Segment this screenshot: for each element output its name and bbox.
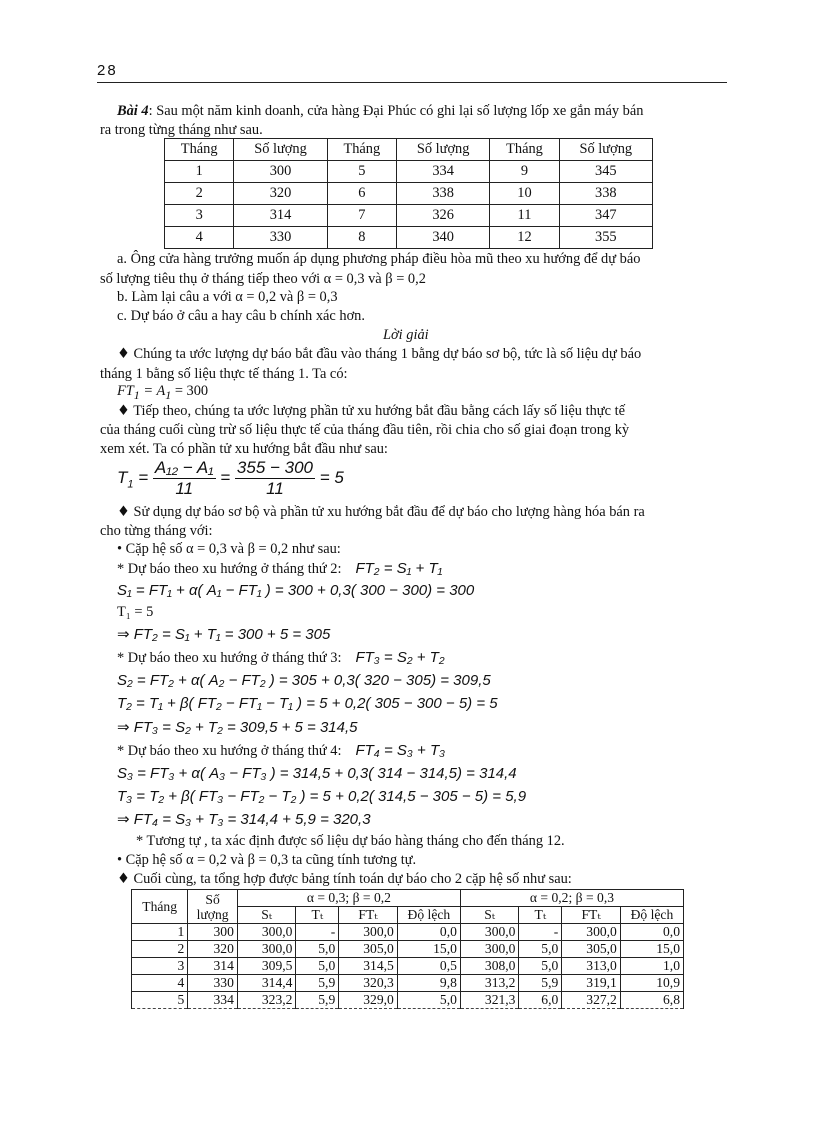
forecast-cell: 6,8: [620, 992, 683, 1009]
t1-result: = 5: [319, 467, 344, 487]
month-2-label: * Dự báo theo xu hướng ở tháng thứ 2:: [117, 561, 342, 577]
ft1-rhs: = 300: [171, 383, 209, 399]
forecast-cell: 15,0: [397, 941, 460, 958]
sales-cell: 355: [559, 227, 652, 249]
t1-lhs-sub: 1: [127, 478, 134, 491]
forecast-cell: 15,0: [620, 941, 683, 958]
month-3-heading: [117, 649, 445, 667]
solution-p2-line-3: xem xét. Ta có phần tử xu hướng bắt đầu như sau:: [100, 441, 388, 457]
solution-p3-line-2: cho từng tháng với:: [100, 523, 213, 539]
header-rule: [97, 82, 727, 83]
month-4-heading: [117, 742, 445, 760]
forecast-cell: 2: [132, 941, 188, 958]
forecast-subheader-cell: Độ lệch: [397, 907, 460, 924]
forecast-cell: 300,0: [237, 941, 296, 958]
forecast-cell: 308,0: [460, 958, 519, 975]
month-2-s1: S₁ = FT₁ + α( A₁ − FT₁ ) = 300 + 0,3( 300 − 300) = 300: [117, 582, 475, 599]
solution-p3-line-1: [117, 504, 645, 521]
ft1-sub2: 1: [165, 387, 172, 402]
forecast-cell: 5,0: [296, 958, 339, 975]
forecast-cell: 300,0: [237, 924, 296, 941]
forecast-subheader-cell: FTₜ: [562, 907, 621, 924]
similar-note: * Tương tự , ta xác định được số liệu dự báo hàng tháng cho đến tháng 12.: [136, 833, 565, 849]
ft1-sub: 1: [133, 387, 140, 402]
forecast-cell: 330: [188, 975, 238, 992]
t1-lhs: T: [117, 467, 128, 487]
month-3-t2: T₂ = T₁ + β( FT₂ − FT₁ − T₁ ) = 5 + 0,2( 305 − 300 − 5) = 5: [117, 695, 498, 712]
sales-cell: 3: [165, 205, 234, 227]
forecast-cell: 329,0: [339, 992, 398, 1009]
problem-intro-text-1: : Sau một năm kinh doanh, cửa hàng Đại Phúc có ghi lại số lượng lốp xe gắn máy bán: [148, 103, 644, 119]
sales-cell: 340: [396, 227, 489, 249]
forecast-table-row: [132, 941, 684, 958]
forecast-cell: 9,8: [397, 975, 460, 992]
diamond-bullet-icon: ♦: [117, 871, 130, 887]
forecast-cell: 0,0: [397, 924, 460, 941]
sales-table-row: [165, 227, 653, 249]
forecast-table-row: [132, 958, 684, 975]
problem-label: Bài 4: [117, 103, 149, 119]
solution-p1-line-1: [117, 346, 641, 363]
sales-header-cell: Tháng: [165, 139, 234, 161]
sales-header-cell: Số lượng: [396, 139, 489, 161]
sales-cell: 2: [165, 183, 234, 205]
forecast-cell: 320: [188, 941, 238, 958]
month-4-s3: S₃ = FT₃ + α( A₃ − FT₃ ) = 314,5 + 0,3( 314 − 314,5) = 314,4: [117, 765, 517, 782]
month-4-label: * Dự báo theo xu hướng ở tháng thứ 4:: [117, 743, 342, 759]
forecast-cell: 5,0: [519, 958, 562, 975]
problem-intro-line-1: [117, 103, 643, 120]
forecast-subheader-cell: FTₜ: [339, 907, 398, 924]
forecast-cell: 300,0: [460, 924, 519, 941]
group-1-header: α = 0,3; β = 0,2: [237, 890, 460, 907]
forecast-cell: 323,2: [237, 992, 296, 1009]
sales-cell: 345: [559, 161, 652, 183]
sales-cell: 320: [234, 183, 327, 205]
sales-cell: 6: [327, 183, 396, 205]
sales-cell: 5: [327, 161, 396, 183]
forecast-cell: 5,0: [397, 992, 460, 1009]
sales-table-row: [165, 161, 653, 183]
solution-p2-line-1: [117, 403, 625, 420]
sales-header-cell: Số lượng: [234, 139, 327, 161]
frac2-den: 11: [266, 479, 284, 498]
forecast-cell: 10,9: [620, 975, 683, 992]
sales-cell: 338: [559, 183, 652, 205]
trend-fraction-symbolic: [153, 458, 216, 499]
pair-2-heading: • Cặp hệ số α = 0,2 và β = 0,3 ta cũng tính tương tự.: [117, 852, 417, 868]
forecast-cell: 300: [188, 924, 238, 941]
diamond-bullet-icon: ♦: [117, 346, 130, 362]
sales-cell: 330: [234, 227, 327, 249]
forecast-cell: 5,9: [296, 992, 339, 1009]
sales-cell: 300: [234, 161, 327, 183]
month-2-t1: T₁ = 5: [117, 604, 154, 620]
forecast-cell: 5: [132, 992, 188, 1009]
question-a-line-2: số lượng tiêu thụ ở tháng tiếp theo với α = 0,3 và β = 0,2: [100, 271, 426, 287]
sales-table: [164, 138, 653, 249]
forecast-cell: 321,3: [460, 992, 519, 1009]
solution-p1-line-2: tháng 1 bằng số liệu thực tế tháng 1. Ta có:: [100, 366, 348, 382]
frac2-num: 355 − 300: [236, 458, 314, 477]
forecast-cell: 313,0: [562, 958, 621, 975]
forecast-cell: 314,4: [237, 975, 296, 992]
forecast-subheader-cell: Tₜ: [296, 907, 339, 924]
col-month-header: Tháng: [132, 890, 188, 924]
solution-p4: [117, 871, 572, 888]
sales-table-header-row: [165, 139, 653, 161]
forecast-subheader-cell: Sₜ: [237, 907, 296, 924]
diamond-bullet-icon: ♦: [117, 504, 130, 520]
forecast-cell: 319,1: [562, 975, 621, 992]
frac1-num: A₁₂ − A₁: [154, 458, 214, 477]
month-2-equation: FT₂ = S₁ + T₁: [355, 560, 443, 577]
sales-cell: 12: [490, 227, 559, 249]
month-3-equation: FT₃ = S₂ + T₂: [355, 649, 445, 666]
sales-cell: 334: [396, 161, 489, 183]
forecast-cell: -: [296, 924, 339, 941]
forecast-subheader-cell: Sₜ: [460, 907, 519, 924]
trend-fraction-numeric: [235, 458, 315, 499]
month-4-equation: FT₄ = S₃ + T₃: [355, 742, 446, 759]
col-qty-header: Số lượng: [188, 890, 238, 924]
pair-1-heading: • Cặp hệ số α = 0,3 và β = 0,2 như sau:: [117, 541, 341, 557]
sales-cell: 314: [234, 205, 327, 227]
sales-cell: 326: [396, 205, 489, 227]
forecast-cell: 5,9: [519, 975, 562, 992]
forecast-cell: 0,5: [397, 958, 460, 975]
sales-table-row: [165, 205, 653, 227]
forecast-cell: 313,2: [460, 975, 519, 992]
solution-p1-text-1: Chúng ta ước lượng dự báo bắt đầu vào tháng 1 bằng dự báo sơ bộ, tức là số liệu dự báo: [129, 346, 642, 362]
forecast-table: [131, 889, 684, 1009]
month-3-forecast: ⇒ FT₃ = S₂ + T₂ = 309,5 + 5 = 314,5: [117, 719, 358, 736]
month-3-s2: S₂ = FT₂ + α( A₂ − FT₂ ) = 305 + 0,3( 320 − 305) = 309,5: [117, 672, 491, 689]
month-2-forecast: ⇒ FT₂ = S₁ + T₁ = 300 + 5 = 305: [117, 626, 331, 643]
forecast-cell: 305,0: [562, 941, 621, 958]
forecast-cell: 320,3: [339, 975, 398, 992]
forecast-cell: 0,0: [620, 924, 683, 941]
frac1-den: 11: [175, 479, 194, 498]
solution-p4-text: Cuối cùng, ta tổng hợp được bảng tính toán dự báo cho 2 cặp hệ số như sau:: [129, 871, 572, 887]
group-2-header: α = 0,2; β = 0,3: [460, 890, 683, 907]
forecast-cell: 1,0: [620, 958, 683, 975]
sales-cell: 338: [396, 183, 489, 205]
sales-table-row: [165, 183, 653, 205]
forecast-cell: 1: [132, 924, 188, 941]
ft1-mid: = A: [139, 383, 166, 399]
sales-cell: 347: [559, 205, 652, 227]
forecast-cell: 327,2: [562, 992, 621, 1009]
sales-cell: 10: [490, 183, 559, 205]
forecast-cell: 3: [132, 958, 188, 975]
sales-header-cell: Tháng: [327, 139, 396, 161]
forecast-table-row: [132, 924, 684, 941]
forecast-cell: 4: [132, 975, 188, 992]
month-4-forecast: ⇒ FT₄ = S₃ + T₃ = 314,4 + 5,9 = 320,3: [117, 811, 371, 828]
solution-p3-text-1: Sử dụng dự báo sơ bộ và phần tử xu hướng bắt đầu để dự báo cho lượng hàng hóa bán ra: [129, 504, 645, 520]
month-3-label: * Dự báo theo xu hướng ở tháng thứ 3:: [117, 650, 342, 666]
forecast-cell: 334: [188, 992, 238, 1009]
forecast-table-row: [132, 975, 684, 992]
question-a-line-1: a. Ông cửa hàng trưởng muốn áp dụng phương pháp điều hòa mũ theo xu hướng để dự báo: [117, 251, 641, 267]
forecast-cell: 5,0: [296, 941, 339, 958]
ft1-equation: [117, 383, 208, 403]
solution-p2-text-1: Tiếp theo, chúng ta ước lượng phần tử xu hướng bắt đầu bằng cách lấy số liệu thực tế: [129, 403, 625, 419]
question-c: c. Dự báo ở câu a hay câu b chính xác hơn.: [117, 308, 365, 324]
forecast-cell: 5,0: [519, 941, 562, 958]
forecast-subheader-cell: Tₜ: [519, 907, 562, 924]
sales-cell: 4: [165, 227, 234, 249]
solution-p2-line-2: của tháng cuối cùng trừ số liệu thực tế của tháng đầu tiên, rồi chia cho số giai đoạn trong kỳ: [100, 422, 630, 438]
forecast-cell: 300,0: [460, 941, 519, 958]
forecast-cell: 300,0: [562, 924, 621, 941]
sales-header-cell: Tháng: [490, 139, 559, 161]
forecast-cell: 314: [188, 958, 238, 975]
forecast-cell: 300,0: [339, 924, 398, 941]
problem-intro-line-2: ra trong từng tháng như sau.: [100, 122, 263, 138]
forecast-subheader-cell: Độ lệch: [620, 907, 683, 924]
forecast-table-row: [132, 992, 684, 1009]
sales-cell: 7: [327, 205, 396, 227]
forecast-cell: 6,0: [519, 992, 562, 1009]
ft1-lhs: FT: [117, 383, 134, 399]
sales-header-cell: Số lượng: [559, 139, 652, 161]
forecast-cell: 305,0: [339, 941, 398, 958]
forecast-cell: -: [519, 924, 562, 941]
question-b: b. Làm lại câu a với α = 0,2 và β = 0,3: [117, 289, 338, 305]
month-2-heading: [117, 560, 442, 578]
forecast-cell: 5,9: [296, 975, 339, 992]
sales-cell: 1: [165, 161, 234, 183]
forecast-cell: 309,5: [237, 958, 296, 975]
sales-cell: 9: [490, 161, 559, 183]
solution-title: Lời giải: [383, 327, 429, 343]
sales-cell: 8: [327, 227, 396, 249]
month-4-t3: T₃ = T₂ + β( FT₃ − FT₂ − T₂ ) = 5 + 0,2( 314,5 − 305 − 5) = 5,9: [117, 788, 527, 805]
diamond-bullet-icon: ♦: [117, 403, 130, 419]
sales-cell: 11: [490, 205, 559, 227]
page-number: 28: [97, 62, 118, 79]
trend-formula: $T_1$ = $\frac{\text{A₁₂ − A₁}}{11}$ = $\frac{355 - 300}{11}$ = 5: [117, 458, 344, 498]
forecast-cell: 314,5: [339, 958, 398, 975]
